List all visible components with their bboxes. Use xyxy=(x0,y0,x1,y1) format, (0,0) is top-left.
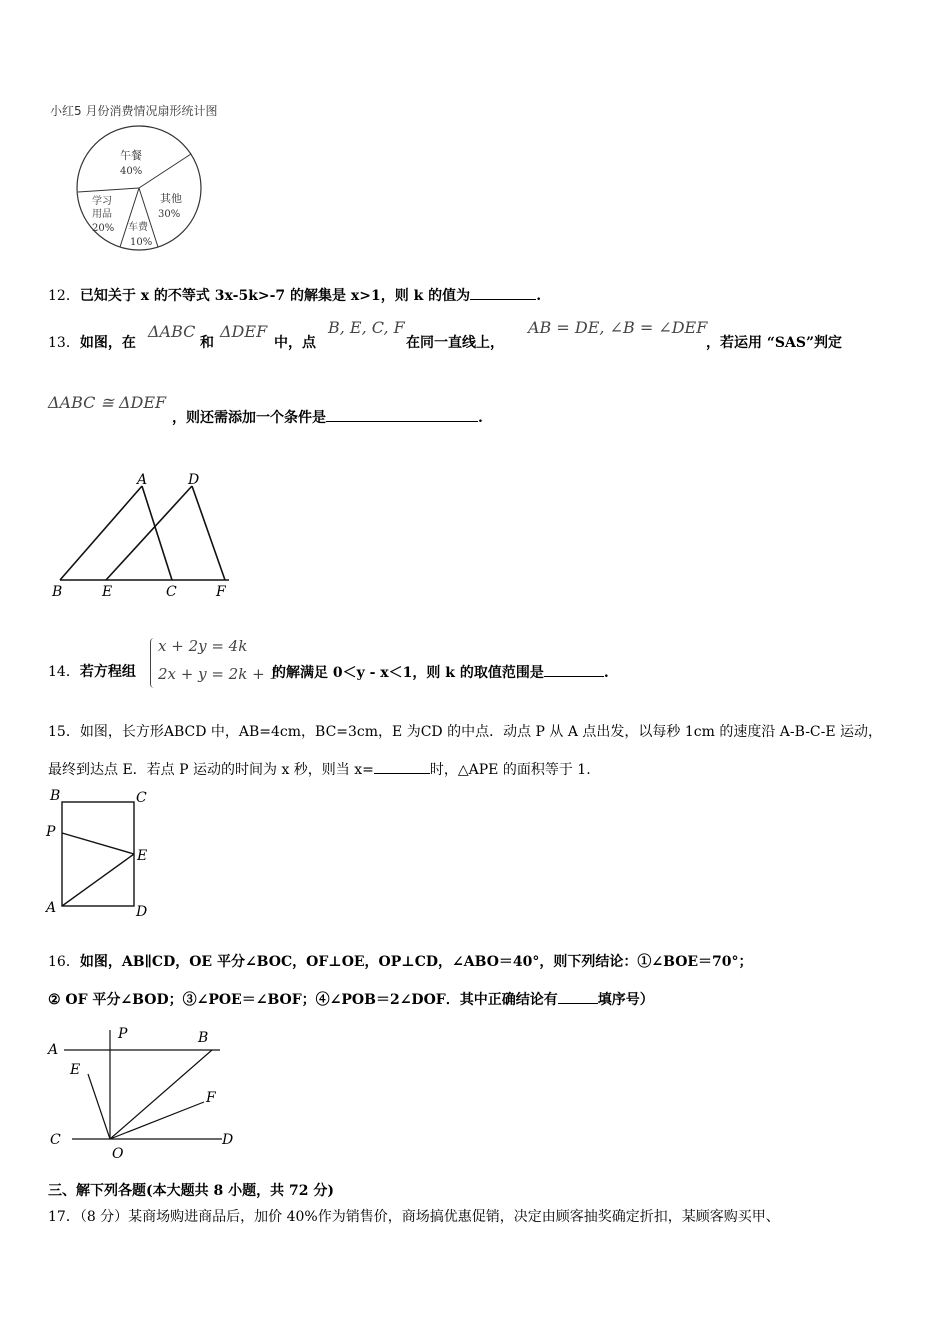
q15-line-2 xyxy=(48,759,591,780)
q16-text-2: ② OF 平分∠BOD；③∠POE＝∠BOF；④∠POB＝2∠DOF．其中正确结论有 xyxy=(48,992,558,1008)
q13-label-a: A xyxy=(137,472,148,488)
q16-label-f: F xyxy=(206,1090,216,1106)
q15-rectangle-abcd xyxy=(62,802,134,906)
q15-text-2: 最终到达点 E．若点 P 运动的时间为 x 秒，则当 x= xyxy=(48,762,374,778)
q14-text-2: 的解满足 0＜y - x＜1，则 k 的取值范围是 xyxy=(272,665,544,681)
q16-line-of xyxy=(110,1102,204,1139)
q13-label-f: F xyxy=(216,584,226,600)
q13-label-c: C xyxy=(166,584,177,600)
q15-line-ae xyxy=(62,854,134,906)
q16-text-1: 如图，AB∥CD，OE 平分∠BOC，OF⊥OE，OP⊥CD，∠ABO＝40°，则下列结论：①∠BOE＝70°； xyxy=(79,954,753,970)
q15-label-d: D xyxy=(136,904,148,920)
q12-number: 12． xyxy=(48,288,80,304)
q16-number: 16． xyxy=(48,954,80,970)
q13-line-2 xyxy=(172,407,483,428)
q14-text-1: 若方程组 xyxy=(79,664,136,680)
q16-line-1 xyxy=(48,952,753,972)
q13-line-df xyxy=(192,486,225,580)
q13-figure xyxy=(44,468,244,604)
q16-figure xyxy=(44,1022,244,1168)
q15-line-pe xyxy=(62,833,134,854)
q16-label-c: C xyxy=(50,1132,61,1148)
q15-line-1 xyxy=(48,722,882,742)
q13-line-ab xyxy=(60,486,142,580)
q12-text: 已知关于 x 的不等式 3x-5k>-7 的解集是 x>1，则 k 的值为 xyxy=(79,288,471,304)
q13-math-points: B, E, C, F xyxy=(328,318,405,337)
q13-label-d: D xyxy=(188,472,200,488)
q13-line-ac xyxy=(142,486,172,580)
q13-math-condition: AB = DE, ∠B = ∠DEF xyxy=(528,318,708,337)
q13-math-def: ΔDEF xyxy=(220,322,268,341)
pie-divider-study-lunch xyxy=(78,188,139,192)
q15-label-a: A xyxy=(46,900,57,916)
q16-line-oe xyxy=(88,1074,110,1139)
q13-number-and-lead xyxy=(48,333,136,353)
q15-label-c: C xyxy=(136,790,147,806)
q13-math-abc: ΔABC xyxy=(148,322,196,341)
q15-text-1: 如图，长方形ABCD 中，AB=4cm，BC=3cm，E 为CD 的中点．动点 P 从 A 点出发，以每秒 1cm 的速度沿 A-B-C-E 运动， xyxy=(79,724,883,740)
q12-end: . xyxy=(536,288,542,304)
pie-divider-lunch-other xyxy=(139,154,191,188)
pie-slice-label-fare: 车费 xyxy=(128,222,148,233)
q13-line-de xyxy=(106,486,192,580)
q13-text-4: 在同一直线上， xyxy=(406,335,504,351)
q16-label-o: O xyxy=(112,1146,124,1162)
q15-label-b: B xyxy=(50,788,61,804)
q14-equation-1: x + 2y = 4k xyxy=(158,637,248,655)
q13-text-5: ，若运用 “SAS”判定 xyxy=(706,335,843,351)
q13-end: . xyxy=(478,410,483,426)
q14-number: 14． xyxy=(48,664,80,680)
q15-number: 15． xyxy=(48,724,80,740)
q14-brace xyxy=(150,638,154,688)
q13-label-e: E xyxy=(102,584,113,600)
q15-text-3: 时，△APE 的面积等于 1. xyxy=(429,762,591,778)
q13-text-6: ，则还需添加一个条件是 xyxy=(172,410,326,426)
pie-slice-label-other: 其他 xyxy=(160,192,182,205)
q13-text-2: 和 xyxy=(200,335,214,351)
q13-label-b: B xyxy=(52,584,63,600)
q15-label-e: E xyxy=(137,848,148,864)
pie-chart-title: 小红5 月份消费情况扇形统计图 xyxy=(50,104,218,118)
question-12 xyxy=(48,285,541,306)
q14-answer-blank[interactable] xyxy=(544,662,604,677)
pie-slice-percent-other: 30% xyxy=(158,209,181,220)
pie-slice-label-lunch: 午餐 xyxy=(120,149,142,162)
q13-text-3: 中，点 xyxy=(274,335,316,351)
pie-slice-label-study-2: 用品 xyxy=(92,209,112,220)
section-3-heading: 三、解下列各题(本大题共 8 小题，共 72 分) xyxy=(48,1183,334,1199)
q15-answer-blank[interactable] xyxy=(374,759,430,774)
q15-label-p: P xyxy=(46,824,56,840)
q14-line xyxy=(272,662,609,683)
q13-number: 13． xyxy=(48,335,80,351)
question-17: 17．（8 分）某商场购进商品后，加价 40%作为销售价，商场搞优惠促销，决定由顾客抽奖确定折扣，某顾客购买甲、 xyxy=(48,1209,780,1225)
q16-label-p: P xyxy=(118,1026,128,1042)
q16-answer-blank[interactable] xyxy=(558,989,598,1004)
pie-slice-percent-lunch: 40% xyxy=(120,166,143,177)
pie-slice-label-study-1: 学习 xyxy=(92,196,112,207)
q16-label-a: A xyxy=(48,1042,59,1058)
q16-text-3: 填序号） xyxy=(597,992,654,1008)
q16-line-2 xyxy=(48,989,654,1010)
q13-answer-blank[interactable] xyxy=(326,407,478,422)
pie-slice-percent-study: 20% xyxy=(92,223,115,234)
q13-text-1: 如图，在 xyxy=(79,335,136,351)
q16-line-ob xyxy=(110,1050,212,1139)
q14-end: . xyxy=(603,665,609,681)
q12-answer-blank[interactable] xyxy=(470,285,536,300)
q13-math-congruence: ΔABC ≅ ΔDEF xyxy=(48,393,167,412)
q15-figure xyxy=(42,786,162,922)
q16-label-d: D xyxy=(222,1132,234,1148)
pie-slice-percent-fare: 10% xyxy=(130,237,153,248)
q16-label-e: E xyxy=(70,1062,81,1078)
q14-lead xyxy=(48,662,136,682)
pie-chart xyxy=(70,122,210,262)
q14-equation-2: 2x + y = 2k + 1 xyxy=(158,665,279,683)
q16-label-b: B xyxy=(198,1030,209,1046)
